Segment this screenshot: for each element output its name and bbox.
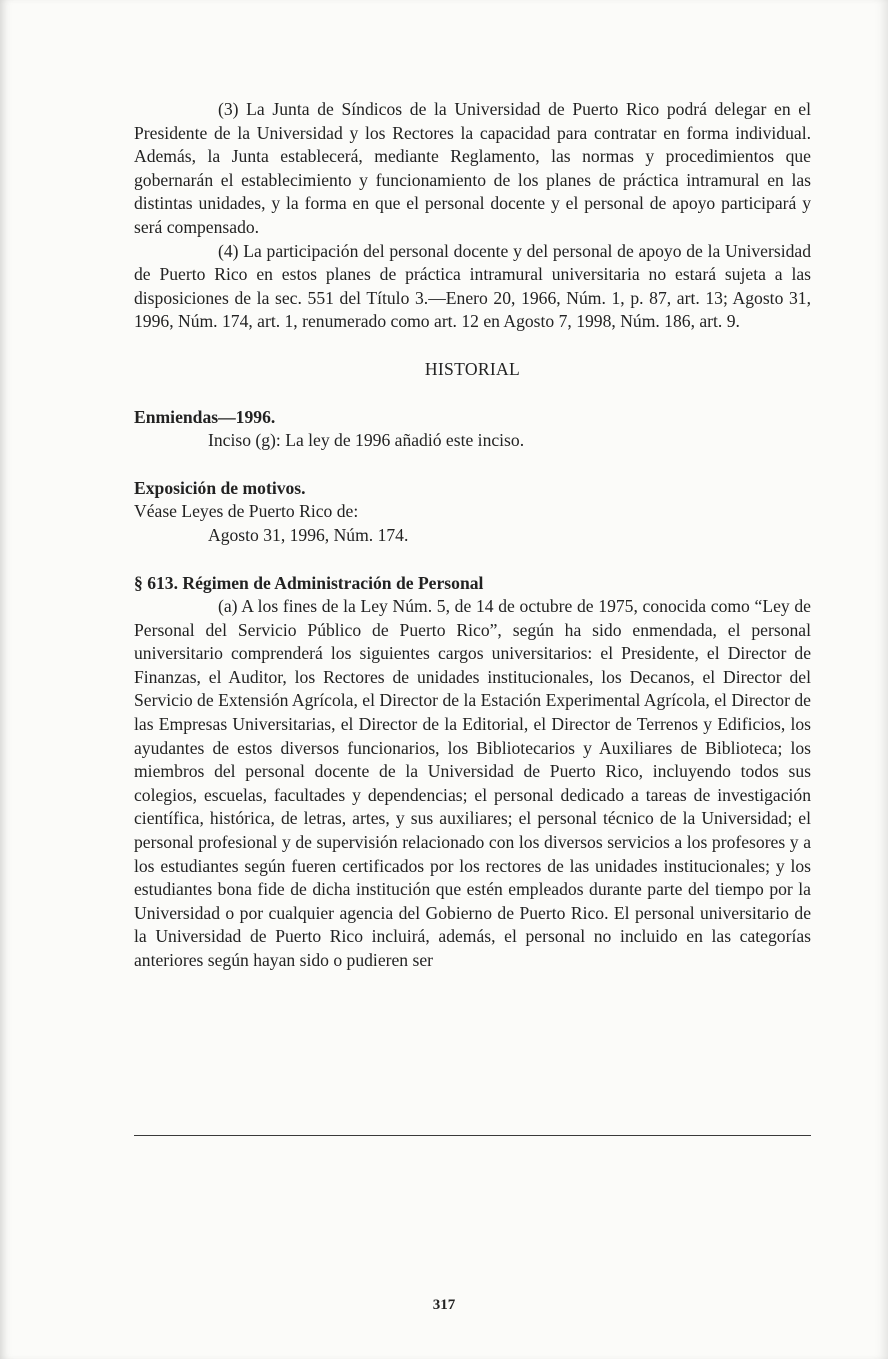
section-613-heading: § 613. Régimen de Administración de Personal [134, 572, 484, 593]
page-number: 317 [432, 1297, 456, 1313]
paragraph-3: (3) La Junta de Síndicos de la Universidad de Puerto Rico podrá delegar en el Presidente de la Universidad y los Rectores la capacidad para contratar en forma individual. Además, la Junta establecerá, mediante Reglamento, las normas y procedimientos que gobernarán el establecimiento y funcionamiento de los planes de práctica intramural en las distintas unidades, y la forma en que el personal docente y el personal de apoyo participará y será compensado. [134, 99, 811, 237]
footnote-divider [134, 1135, 811, 1136]
exposicion-text: Véase Leyes de Puerto Rico de: [134, 501, 359, 522]
exposicion-reference: Agosto 31, 1996, Núm. 174. [208, 524, 409, 545]
enmiendas-text: Inciso (g): La ley de 1996 añadió este inciso. [208, 430, 525, 451]
historial-heading: HISTORIAL [424, 358, 521, 379]
exposicion-heading: Exposición de motivos. [134, 477, 306, 498]
section-613-paragraph-a: (a) A los fines de la Ley Núm. 5, de 14 de octubre de 1975, conocida como “Ley de Personal del Servicio Público de Puerto Rico”, según ha sido enmendada, el personal universitario comprenderá los siguientes cargos universitarios: el Presidente, el Director de Finanzas, el Auditor, los Rectores de unidades institucionales, los Decanos, el Director del Servicio de Extensión Agrícola, el Director de la Estación Experimental Agrícola, el Director de las Empresas Universitarias, el Director de la Editorial, el Director de Terrenos y Edificios, los ayudantes de estos diversos funcionarios, los Bibliotecarios y Auxiliares de Biblioteca; los miembros del personal docente de la Universidad de Puerto Rico, incluyendo todos sus colegios, escuelas, facultades y dependencias; el personal dedicado a tareas de investigación científica, histórica, de letras, artes, y sus auxiliares; el personal técnico de la Universidad; el personal profesional y de supervisión relacionado con los diversos servicios a los profesores y a los estudiantes según fueren certificados por los rectores de las unidades institucionales; y los estudiantes bona fide de dicha institución que estén empleados durante parte del tiempo por la Universidad o por cualquier agencia del Gobierno de Puerto Rico. El personal universitario de la Universidad de Puerto Rico incluirá, además, el personal no incluido en las categorías anteriores según hayan sido o pudieren ser [134, 596, 811, 970]
enmiendas-heading: Enmiendas—1996. [134, 406, 276, 427]
paragraph-4: (4) La participación del personal docente y del personal de apoyo de la Universidad de Puerto Rico en estos planes de práctica intramural universitaria no estará sujeta a las disposiciones de la sec. 551 del Título 3.—Enero 20, 1966, Núm. 1, p. 87, art. 13; Agosto 31, 1996, Núm. 174, art. 1, renumerado como art. 12 en Agosto 7, 1998, Núm. 186, art. 9. [134, 240, 811, 332]
page-body [134, 98, 811, 973]
